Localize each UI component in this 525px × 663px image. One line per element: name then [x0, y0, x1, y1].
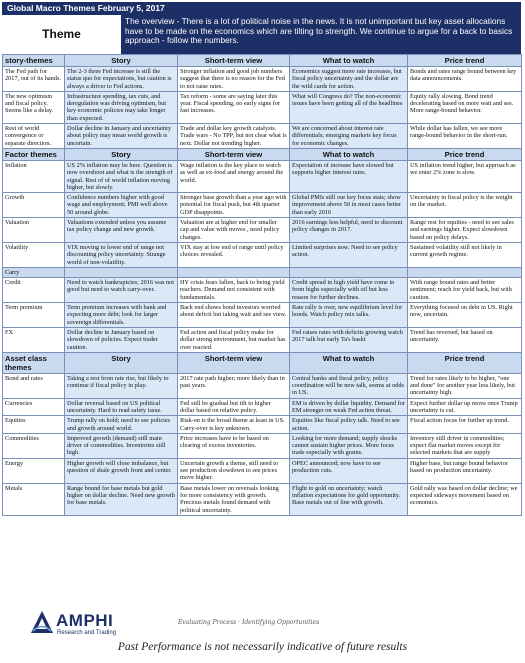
story-cell: Dollar decline in January based on slowdown of policies. Expect trader caution.	[65, 327, 178, 352]
row-label: Valuation	[3, 218, 65, 243]
price-trend-cell: Trend for rates likely to be higher, "one and done" for another year less likely, but uncertainty high.	[408, 373, 522, 398]
price-trend-cell: Expect further dollar up move once Trump uncertainty is cut.	[408, 398, 522, 416]
band-cell	[65, 267, 178, 277]
price-trend-cell: Equity rally slowing. Bond trend decelerating based on more wait and see. More range-bound behavior.	[408, 91, 522, 123]
story-cell: Trump rally on hold; need to see policies and growth around world.	[65, 416, 178, 434]
section-label: Factor themes	[3, 148, 65, 160]
row-label: Currencies	[3, 398, 65, 416]
what-to-watch-cell: Global PMIs still our key focus stats; show improvement above 50 in most cases better than early 2016	[290, 193, 408, 218]
table-row	[3, 160, 522, 192]
subsection-label: Carry	[3, 267, 65, 277]
column-header: Short-term view	[178, 55, 290, 67]
price-trend-cell: Trend has reversed, but based on uncertainty.	[408, 327, 522, 352]
column-header: Price trend	[408, 55, 522, 67]
short-term-cell: Wage inflation is the key place to watch as well as ex-food and energy around the world.	[178, 160, 290, 192]
what-to-watch-cell: What will Congress do? The non-economic issues have been getting all of the headlines	[290, 91, 408, 123]
story-cell: Infrastructure spending, tax cuts, and deregulation was driving optimism, but key economic policies may take longer than expected.	[65, 91, 178, 123]
column-header: Price trend	[408, 352, 522, 373]
price-trend-cell: US inflation trend higher, but approach as we enter 2% zone is slow.	[408, 160, 522, 192]
what-to-watch-cell: Fed raises rates with deficits growing watch 2017 talk but early Ta's baskt	[290, 327, 408, 352]
story-cell: Taking a rest from rate rise, but likely to continue if fiscal policy in play.	[65, 373, 178, 398]
disclaimer: Past Performance is not necessarily indicative of future results	[117, 641, 408, 653]
short-term-cell: Fed action and fiscal policy make for dollar strong environment, but market has over reacted.	[178, 327, 290, 352]
subsection-band-row	[3, 267, 522, 277]
row-label: Term premium	[3, 303, 65, 328]
amphi-logo	[30, 608, 148, 640]
what-to-watch-cell: OPEC announced; now have to see production cuts.	[290, 458, 408, 483]
story-cell: Term premium increases with bank and expecting more debt; look for larger sovereign differentials.	[65, 303, 178, 328]
story-cell: Confidence numbers higher with good wage and employment; PMI well above 50 around globe.	[65, 193, 178, 218]
row-label: The new optimism and fiscal policy. Seems like a delay.	[3, 91, 65, 123]
column-header: Price trend	[408, 148, 522, 160]
table-row	[3, 483, 522, 515]
column-header: Story	[65, 352, 178, 373]
price-trend-cell: Uncertainty in fiscal policy is the weight on the market.	[408, 193, 522, 218]
short-term-cell: Uncertain growth a theme, still need to see production slowdown to see prices move higher.	[178, 458, 290, 483]
row-label: Rest of world convergence or separate direction.	[3, 124, 65, 149]
column-header: What to watch	[290, 55, 408, 67]
price-trend-cell: Everything focused on debt in US. Right now, uncertain.	[408, 303, 522, 328]
table-row	[3, 67, 522, 92]
story-cell: Range bound for base metals but gold higher on dollar decline. Need new growth for base metals.	[65, 483, 178, 515]
price-trend-cell: Higher base, but range bound behavior based on production uncertainty.	[408, 458, 522, 483]
theme-label: Theme	[2, 15, 121, 54]
table-row	[3, 91, 522, 123]
section-label: Asset class themes	[3, 352, 65, 373]
section-label: story-themes	[3, 55, 65, 67]
price-trend-cell: Fiscal action focus for further up trend.	[408, 416, 522, 434]
amphi-triangle-icon	[30, 610, 54, 634]
what-to-watch-cell: We are concerned about interest rate differentials; emerging markets key focus for economic changes.	[290, 124, 408, 149]
band-cell	[290, 267, 408, 277]
what-to-watch-cell: EM is driven by dollar liquidity. Demand for EM stronger on weak Fed action threat.	[290, 398, 408, 416]
story-cell: Higher growth will close imbalance, but question of shale growth front and center.	[65, 458, 178, 483]
section-header-row	[3, 55, 522, 67]
column-header: Short-term view	[178, 148, 290, 160]
story-cell: Dollar decline in January and uncertainty about policy may mean world growth is uncertain.	[65, 124, 178, 149]
price-trend-cell: Inventory still driver in commodities; expect flat market moves except for selected markets that are supply	[408, 433, 522, 458]
short-term-cell: Risk-on is the broad theme at least in US. Carry-over is key unknown.	[178, 416, 290, 434]
row-label: The Fed path for 2017, out of its hands.	[3, 67, 65, 92]
row-label: Growth	[3, 193, 65, 218]
band-cell	[408, 267, 522, 277]
row-label: Equities	[3, 416, 65, 434]
short-term-cell: 2017 rate path higher; more likely than in past years.	[178, 373, 290, 398]
table-row	[3, 124, 522, 149]
table-row	[3, 303, 522, 328]
story-cell: Need to watch bankruptcies; 2016 was not good but need to watch carry-over.	[65, 278, 178, 303]
short-term-cell: Valuation are at higher end for smaller cap and value with moves , need policy changes.	[178, 218, 290, 243]
logo-subtitle: Research and Trading	[57, 630, 117, 636]
column-header: Story	[65, 148, 178, 160]
row-label: Commodities	[3, 433, 65, 458]
themes-sheet	[2, 2, 521, 606]
short-term-cell: Price increases have to be based on clearing of excess inventories.	[178, 433, 290, 458]
short-term-cell: VIX stay at low end of range until policy choices revealed.	[178, 242, 290, 267]
what-to-watch-cell: Expectation of increase have slowed but supports higher interest rates.	[290, 160, 408, 192]
table-row	[3, 242, 522, 267]
tagline: Evaluating Process · Identifying Opportunities	[178, 619, 320, 626]
short-term-cell: Tax reform - some are saying later this year. Fiscal spending, no early signs for fast increases.	[178, 91, 290, 123]
table-row	[3, 458, 522, 483]
short-term-cell: Stronger base growth than a year ago with potential for fiscal push, but 4th quarter GDP disappoints.	[178, 193, 290, 218]
what-to-watch-cell: Credit spread in high yield have come in from highs especially with oil but less reason for further declines.	[290, 278, 408, 303]
table-row	[3, 416, 522, 434]
section-header-row	[3, 352, 522, 373]
short-term-cell: Stronger inflation and good job numbers suggest that there is no reason for the Fed to not raise rates.	[178, 67, 290, 92]
short-term-cell: Trade and dollar key growth catalysts. Trade wars - No TPP, but not clear what is next. Dollar not trending higher.	[178, 124, 290, 149]
row-label: Energy	[3, 458, 65, 483]
short-term-cell: HY crisis fears fallen, back to being yield reachers. Demand not consistent with fundamentals.	[178, 278, 290, 303]
story-cell: VIX moving to lower end of range not discounting policy uncertainty. Strange world of non-volatility.	[65, 242, 178, 267]
what-to-watch-cell: Rate rally is over, new equilibrium level for bonds. Watch policy mix talks.	[290, 303, 408, 328]
table-row	[3, 278, 522, 303]
row-label: FX	[3, 327, 65, 352]
column-header: Story	[65, 55, 178, 67]
price-trend-cell: Gold rally was based on dollar decline; we expected sideways movement based on economics.	[408, 483, 522, 515]
price-trend-cell: While dollar has fallen, we see more range-bound behavior in the short-run.	[408, 124, 522, 149]
price-trend-cell: Range rest for equities - need to see sales and earnings higher. Expect slowdown based on policy delays.	[408, 218, 522, 243]
table-row	[3, 373, 522, 398]
what-to-watch-cell: Equities like fiscal policy talk. Need to see action.	[290, 416, 408, 434]
story-cell: Improved growth (demand) still main driver of commodities. Inventories still high.	[65, 433, 178, 458]
theme-overview-row	[2, 15, 521, 54]
column-header: What to watch	[290, 148, 408, 160]
band-cell	[178, 267, 290, 277]
row-label: Bond and rates	[3, 373, 65, 398]
themes-table	[2, 54, 522, 516]
what-to-watch-cell: Economics suggest more rate increases, but fiscal policy uncertainty and the dollar are the wild cards for action.	[290, 67, 408, 92]
story-cell: The 2-3 three Fed increase is still the status quo for expectations, but caution is always a driver to Fed actions.	[65, 67, 178, 92]
price-trend-cell: With range bound rates and better sentiment; reach for yield back, but with caution.	[408, 278, 522, 303]
what-to-watch-cell: Flight to gold on uncertainty; watch inflation expectations for gold opportunity. Base metals out of line with growth.	[290, 483, 408, 515]
overview-text: The overview - There is a lot of political noise in the news. It is not unimportant but key asset allocations have to be made on the economics which are tilting to strength. We continue to argue for a back to basics approach - follow the numbers.	[121, 15, 521, 54]
story-cell: Dollar reversal based on US political uncertainty. Hard to read safety issue.	[65, 398, 178, 416]
row-label: Volatility	[3, 242, 65, 267]
story-cell: US 2% inflation may be here. Question is now overshoot and what is the strength of signal. Rest of of world inflation moving higher, but slowly.	[65, 160, 178, 192]
column-header: What to watch	[290, 352, 408, 373]
table-row	[3, 433, 522, 458]
what-to-watch-cell: Looking for more demand; supply shocks cannot sustain higher prices. More focus trade especially with grains.	[290, 433, 408, 458]
table-row	[3, 218, 522, 243]
story-cell: Valuations extended unless you assume tax policy change and new growth.	[65, 218, 178, 243]
short-term-cell: Fed still be gradual but tilt to higher dollar based on relative policy.	[178, 398, 290, 416]
price-trend-cell: Bonds and rates range bound between key data announcements.	[408, 67, 522, 92]
what-to-watch-cell: Limited surprises now. Need to see policy action.	[290, 242, 408, 267]
document-title: Global Macro Themes February 5, 2017	[2, 2, 521, 15]
what-to-watch-cell: 2016 earnings less helpful, need to discount policy changes in 2017.	[290, 218, 408, 243]
table-row	[3, 398, 522, 416]
row-label: Credit	[3, 278, 65, 303]
logo-wordmark: AMPHI	[56, 611, 114, 630]
row-label: Inflation	[3, 160, 65, 192]
section-header-row	[3, 148, 522, 160]
row-label: Metals	[3, 483, 65, 515]
column-header: Short-term view	[178, 352, 290, 373]
what-to-watch-cell: Central banks and fiscal policy, policy coordination will be new talk, seems at odds in US.	[290, 373, 408, 398]
table-row	[3, 327, 522, 352]
table-row	[3, 193, 522, 218]
short-term-cell: Back end shows bond investors worried about deficit but taking wait and see view.	[178, 303, 290, 328]
short-term-cell: Base metals lower on reversals looking for more consistency with growth. Precious metals found demand with political uncertainty.	[178, 483, 290, 515]
price-trend-cell: Sustained volatility still not likely in current growth regime.	[408, 242, 522, 267]
